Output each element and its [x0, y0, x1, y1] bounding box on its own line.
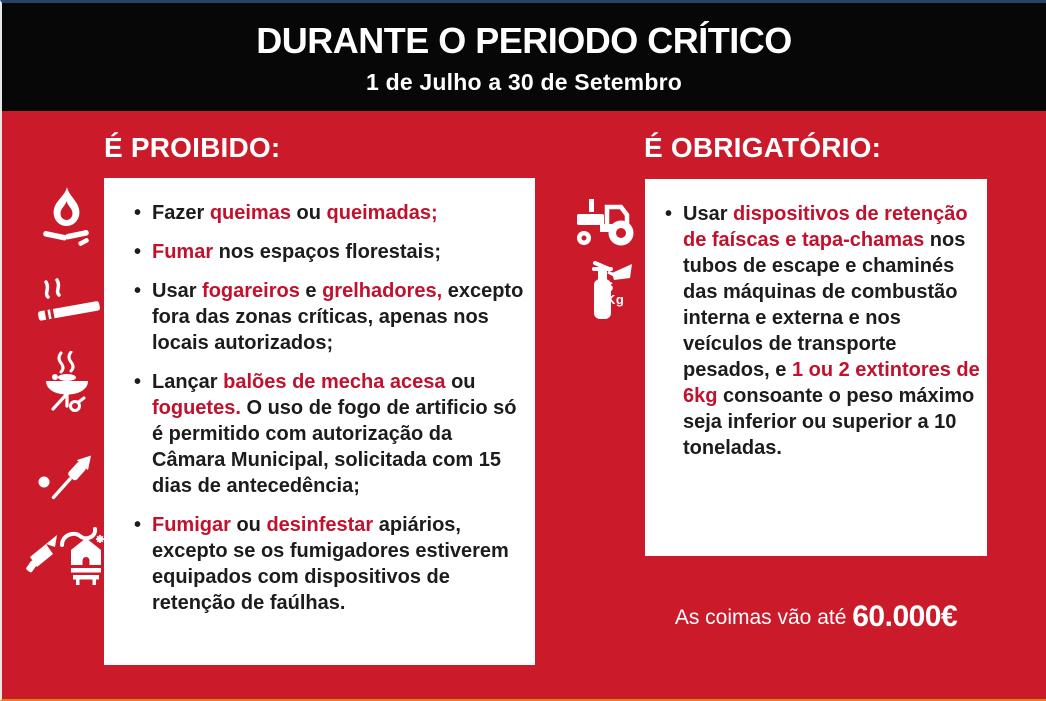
prohibited-list [134, 200, 529, 616]
poster-subtitle: 1 de Julho a 30 de Setembro [365, 69, 682, 95]
list-item: • Fumar nos espaços florestais; [134, 239, 529, 265]
extinguisher-capacity-label: 6 Kg [606, 279, 625, 307]
prohibited-card [104, 178, 535, 665]
fines-notice [645, 600, 987, 634]
mandatory-heading: É OBRIGATÓRIO: [644, 132, 882, 163]
list-item: • Lançar balões de mecha acesa ou foguetes. O uso de fogo de artificio só é permitido com autorização da Câmara Municipal, solicitada com 15 dias de antecedência; [134, 369, 529, 499]
list-item: • Usar dispositivos de retenção de faíscas e tapa-chamas nos tubos de escape e chaminés das máquinas de combustão interna e externa e nos veículos de transporte pesados, e 1 ou 2 extintores de 6kg consoante o peso máximo seja inferior ou superior a 10 toneladas. [665, 201, 981, 461]
firework-rocket-icon [32, 449, 106, 511]
tractor-icon [576, 197, 638, 247]
cigarette-icon [32, 271, 108, 323]
campfire-icon [38, 186, 94, 248]
list-item: • Usar fogareiros e grelhadores, excepto fora das zonas críticas, apenas nos locais autorizados; [134, 278, 529, 356]
list-item: • Fumigar ou desinfestar apiários, excepto se os fumigadores estiverem equipados com dispositivos de retenção de faúlhas. [134, 512, 529, 616]
fines-amount: 60.000€ [852, 600, 958, 633]
fines-text: As coimas vão até [674, 606, 853, 629]
poster-title: DURANTE O PERIODO CRÍTICO [256, 20, 792, 61]
list-item: • Fazer queimas ou queimadas; [134, 200, 529, 226]
bee-smoker-beehive-icon [26, 521, 108, 585]
poster-header [2, 3, 1046, 111]
mandatory-list [665, 201, 981, 461]
mandatory-card [645, 179, 987, 556]
barbecue-grill-icon [40, 351, 94, 413]
prohibited-heading: É PROIBIDO: [104, 132, 281, 163]
